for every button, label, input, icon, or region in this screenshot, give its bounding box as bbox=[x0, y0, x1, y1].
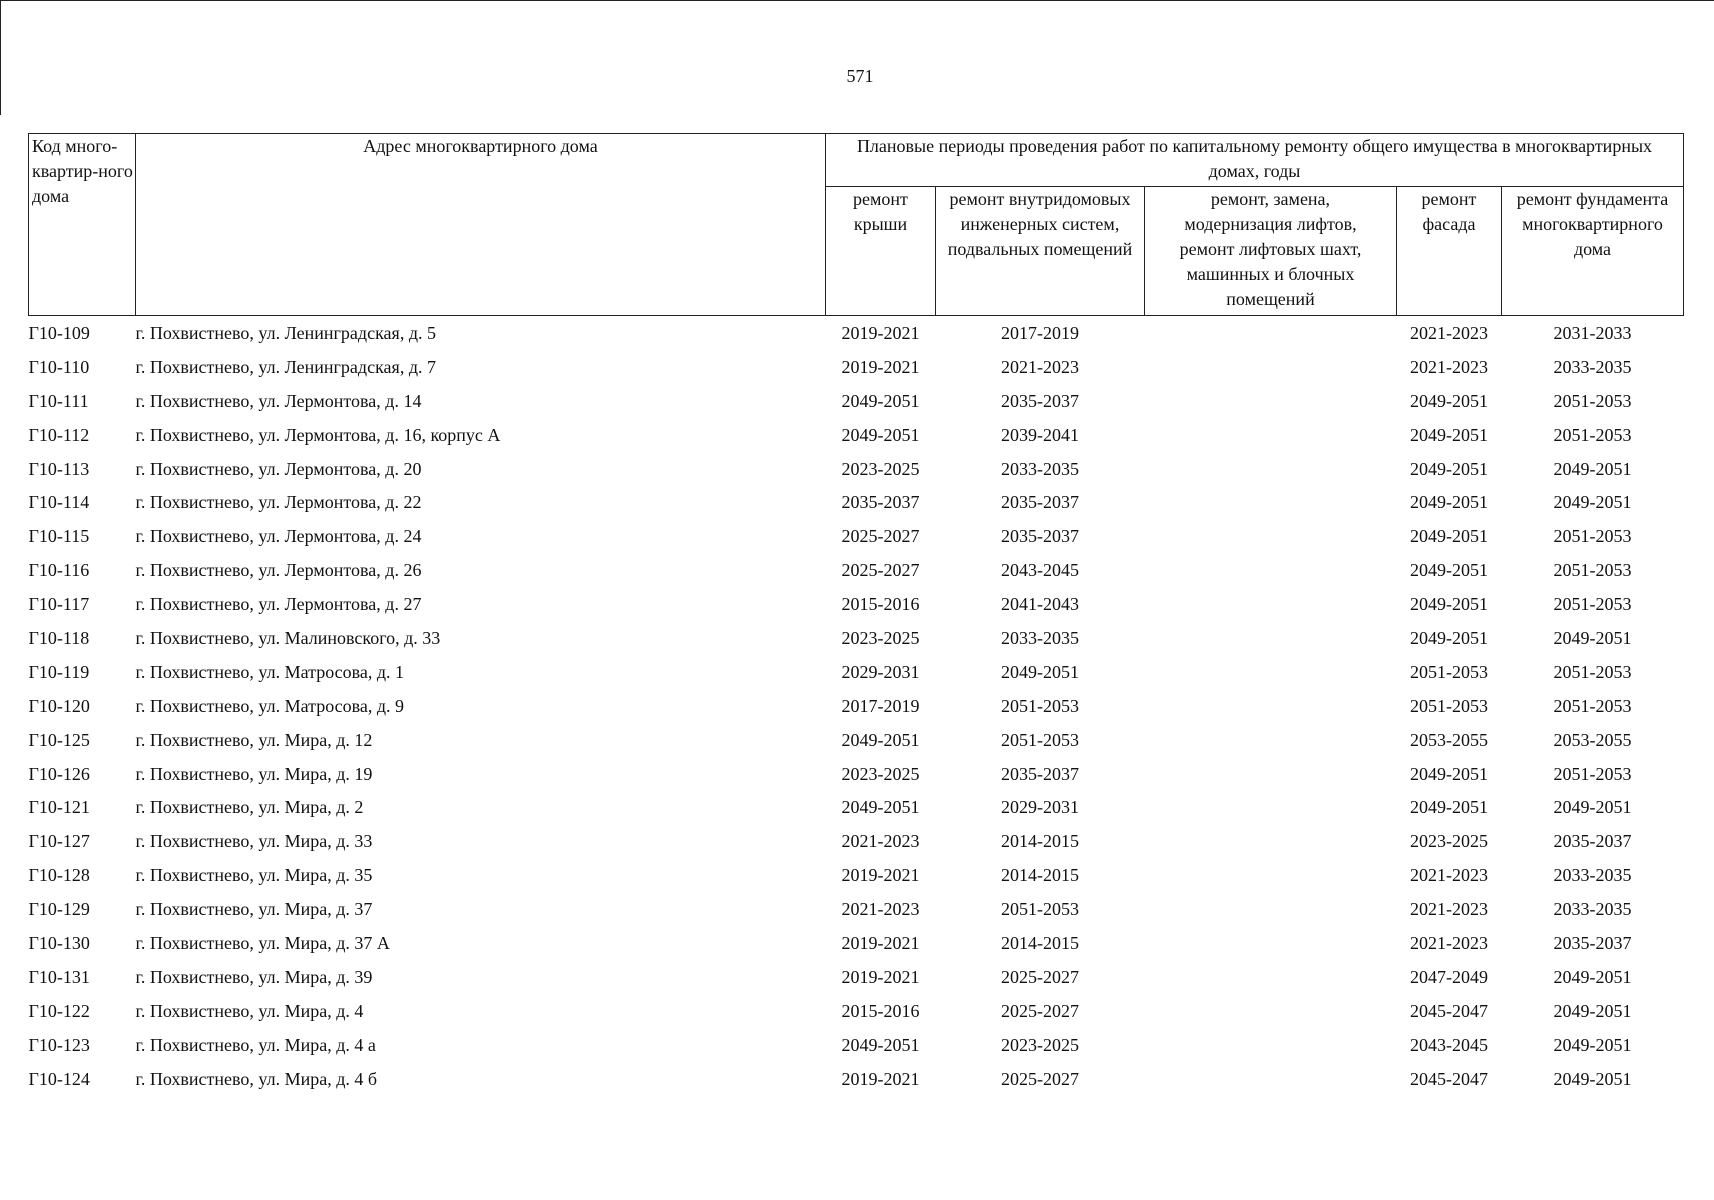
cell-roof: 2019-2021 bbox=[841, 865, 920, 886]
cell-address: г. Похвистнево, ул. Мира, д. 39 bbox=[135, 966, 373, 987]
cell-foundation: 2033-2035 bbox=[1553, 899, 1632, 920]
cell-address: г. Похвистнево, ул. Лермонтова, д. 14 bbox=[135, 390, 422, 411]
cell-code: Г10-112 bbox=[28, 424, 90, 445]
cell-foundation: 2049-2051 bbox=[1553, 458, 1632, 479]
cell-foundation: 2051-2053 bbox=[1553, 695, 1632, 716]
cell-engineering: 2017-2019 bbox=[1001, 322, 1079, 343]
cell-elevators bbox=[1145, 350, 1397, 384]
cell-engineering: 2033-2035 bbox=[1001, 627, 1079, 648]
cell-engineering: 2021-2023 bbox=[1001, 356, 1079, 377]
cell-engineering: 2029-2031 bbox=[1001, 797, 1079, 818]
table-row bbox=[29, 621, 1684, 655]
cell-roof: 2023-2025 bbox=[841, 458, 920, 479]
cell-address: г. Похвистнево, ул. Малиновского, д. 33 bbox=[135, 627, 441, 648]
cell-elevators bbox=[1145, 926, 1397, 960]
cell-roof: 2019-2021 bbox=[841, 356, 920, 377]
cell-code: Г10-113 bbox=[28, 458, 90, 479]
cell-address: г. Похвистнево, ул. Мира, д. 19 bbox=[135, 763, 373, 784]
cell-engineering: 2051-2053 bbox=[1001, 729, 1079, 750]
cell-address: г. Похвистнево, ул. Мира, д. 2 bbox=[135, 797, 364, 818]
cell-roof: 2049-2051 bbox=[841, 1034, 920, 1055]
cell-facade: 2021-2023 bbox=[1410, 899, 1488, 920]
cell-engineering: 2039-2041 bbox=[1001, 424, 1079, 445]
cell-code: Г10-111 bbox=[28, 390, 89, 411]
cell-elevators bbox=[1145, 452, 1397, 486]
cell-engineering: 2049-2051 bbox=[1001, 661, 1079, 682]
cell-code: Г10-121 bbox=[28, 797, 90, 818]
header-facade: ремонт фасада bbox=[1397, 187, 1502, 316]
cell-foundation: 2051-2053 bbox=[1553, 763, 1632, 784]
cell-elevators bbox=[1145, 655, 1397, 689]
table-row bbox=[29, 587, 1684, 621]
cell-engineering: 2051-2053 bbox=[1001, 899, 1079, 920]
cell-facade: 2049-2051 bbox=[1410, 458, 1488, 479]
cell-facade: 2049-2051 bbox=[1410, 492, 1488, 513]
cell-facade: 2049-2051 bbox=[1410, 560, 1488, 581]
table-row bbox=[29, 316, 1684, 350]
cell-code: Г10-126 bbox=[28, 763, 90, 784]
cell-elevators bbox=[1145, 1062, 1397, 1096]
table-row bbox=[29, 418, 1684, 452]
cell-code: Г10-109 bbox=[28, 322, 90, 343]
table-row bbox=[29, 926, 1684, 960]
cell-engineering: 2014-2015 bbox=[1001, 831, 1079, 852]
cell-code: Г10-130 bbox=[28, 932, 90, 953]
cell-address: г. Похвистнево, ул. Лермонтова, д. 20 bbox=[135, 458, 422, 479]
cell-foundation: 2033-2035 bbox=[1553, 356, 1632, 377]
cell-facade: 2051-2053 bbox=[1410, 661, 1488, 682]
cell-roof: 2015-2016 bbox=[841, 1000, 920, 1021]
header-engineering: ремонт внутридомовых инженерных систем, подвальных помещений bbox=[936, 187, 1145, 316]
cell-code: Г10-122 bbox=[28, 1000, 90, 1021]
cell-roof: 2025-2027 bbox=[841, 560, 920, 581]
cell-elevators bbox=[1145, 485, 1397, 519]
cell-roof: 2021-2023 bbox=[841, 831, 920, 852]
cell-engineering: 2025-2027 bbox=[1001, 1068, 1079, 1089]
cell-code: Г10-129 bbox=[28, 899, 90, 920]
cell-code: Г10-114 bbox=[28, 492, 90, 513]
table-row bbox=[29, 655, 1684, 689]
cell-elevators bbox=[1145, 519, 1397, 553]
cell-foundation: 2031-2033 bbox=[1553, 322, 1632, 343]
table-row bbox=[29, 723, 1684, 757]
cell-roof: 2049-2051 bbox=[841, 390, 920, 411]
header-roof: ремонт крыши bbox=[826, 187, 936, 316]
cell-code: Г10-127 bbox=[28, 831, 90, 852]
header-foundation: ремонт фундамента многоквартирного дома bbox=[1502, 187, 1684, 316]
cell-address: г. Похвистнево, ул. Мира, д. 4 а bbox=[135, 1034, 376, 1055]
page-frame-left-border bbox=[0, 0, 1, 115]
cell-roof: 2049-2051 bbox=[841, 797, 920, 818]
cell-foundation: 2051-2053 bbox=[1553, 390, 1632, 411]
cell-roof: 2019-2021 bbox=[841, 966, 920, 987]
cell-code: Г10-131 bbox=[28, 966, 90, 987]
cell-foundation: 2051-2053 bbox=[1553, 594, 1632, 615]
cell-address: г. Похвистнево, ул. Ленинградская, д. 7 bbox=[135, 356, 436, 377]
cell-engineering: 2035-2037 bbox=[1001, 526, 1079, 547]
cell-foundation: 2035-2037 bbox=[1553, 831, 1632, 852]
page-number: 571 bbox=[846, 66, 874, 86]
cell-roof: 2019-2021 bbox=[841, 322, 920, 343]
cell-address: г. Похвистнево, ул. Лермонтова, д. 26 bbox=[135, 560, 422, 581]
capital-repair-schedule-table bbox=[28, 133, 1684, 1095]
cell-facade: 2047-2049 bbox=[1410, 966, 1488, 987]
cell-facade: 2023-2025 bbox=[1410, 831, 1488, 852]
cell-facade: 2049-2051 bbox=[1410, 424, 1488, 445]
cell-facade: 2043-2045 bbox=[1410, 1034, 1488, 1055]
cell-foundation: 2049-2051 bbox=[1553, 966, 1632, 987]
cell-code: Г10-120 bbox=[28, 695, 90, 716]
cell-elevators bbox=[1145, 316, 1397, 350]
table-row bbox=[29, 757, 1684, 791]
table-row bbox=[29, 350, 1684, 384]
header-planned-periods: Плановые периоды проведения работ по капитальному ремонту общего имущества в многоквартирных домах, годы bbox=[826, 134, 1684, 187]
cell-foundation: 2049-2051 bbox=[1553, 1034, 1632, 1055]
cell-code: Г10-123 bbox=[28, 1034, 90, 1055]
cell-roof: 2023-2025 bbox=[841, 763, 920, 784]
cell-roof: 2025-2027 bbox=[841, 526, 920, 547]
cell-foundation: 2049-2051 bbox=[1553, 1068, 1632, 1089]
table-row bbox=[29, 824, 1684, 858]
cell-foundation: 2051-2053 bbox=[1553, 424, 1632, 445]
cell-address: г. Похвистнево, ул. Матросова, д. 9 bbox=[135, 695, 405, 716]
cell-foundation: 2035-2037 bbox=[1553, 932, 1632, 953]
cell-elevators bbox=[1145, 824, 1397, 858]
cell-engineering: 2023-2025 bbox=[1001, 1034, 1079, 1055]
cell-address: г. Похвистнево, ул. Мира, д. 4 б bbox=[135, 1068, 378, 1089]
cell-facade: 2051-2053 bbox=[1410, 695, 1488, 716]
cell-address: г. Похвистнево, ул. Лермонтова, д. 24 bbox=[135, 526, 422, 547]
cell-roof: 2017-2019 bbox=[841, 695, 920, 716]
cell-code: Г10-117 bbox=[28, 594, 90, 615]
table-row bbox=[29, 452, 1684, 486]
table-row bbox=[29, 1062, 1684, 1096]
cell-code: Г10-128 bbox=[28, 865, 90, 886]
cell-address: г. Похвистнево, ул. Мира, д. 37 А bbox=[135, 932, 390, 953]
cell-foundation: 2051-2053 bbox=[1553, 526, 1632, 547]
cell-address: г. Похвистнево, ул. Лермонтова, д. 27 bbox=[135, 594, 422, 615]
cell-roof: 2019-2021 bbox=[841, 932, 920, 953]
cell-code: Г10-125 bbox=[28, 729, 90, 750]
header-address: Адрес многоквартирного дома bbox=[136, 134, 826, 316]
cell-foundation: 2049-2051 bbox=[1553, 492, 1632, 513]
table-row bbox=[29, 519, 1684, 553]
cell-engineering: 2035-2037 bbox=[1001, 492, 1079, 513]
cell-facade: 2021-2023 bbox=[1410, 932, 1488, 953]
table-row bbox=[29, 553, 1684, 587]
cell-facade: 2021-2023 bbox=[1410, 322, 1488, 343]
cell-code: Г10-119 bbox=[28, 661, 90, 682]
cell-engineering: 2025-2027 bbox=[1001, 966, 1079, 987]
cell-elevators bbox=[1145, 994, 1397, 1028]
cell-elevators bbox=[1145, 587, 1397, 621]
cell-engineering: 2014-2015 bbox=[1001, 865, 1079, 886]
cell-elevators bbox=[1145, 1028, 1397, 1062]
table-row bbox=[29, 994, 1684, 1028]
cell-address: г. Похвистнево, ул. Мира, д. 4 bbox=[135, 1000, 364, 1021]
cell-address: г. Похвистнево, ул. Ленинградская, д. 5 bbox=[135, 322, 436, 343]
cell-address: г. Похвистнево, ул. Мира, д. 37 bbox=[135, 899, 373, 920]
cell-code: Г10-116 bbox=[28, 560, 90, 581]
cell-elevators bbox=[1145, 790, 1397, 824]
cell-roof: 2029-2031 bbox=[841, 661, 920, 682]
cell-engineering: 2041-2043 bbox=[1001, 594, 1079, 615]
cell-facade: 2045-2047 bbox=[1410, 1000, 1488, 1021]
cell-foundation: 2033-2035 bbox=[1553, 865, 1632, 886]
cell-engineering: 2051-2053 bbox=[1001, 695, 1079, 716]
table-row bbox=[29, 858, 1684, 892]
cell-address: г. Похвистнево, ул. Лермонтова, д. 16, корпус А bbox=[135, 424, 501, 445]
table-row bbox=[29, 689, 1684, 723]
cell-facade: 2049-2051 bbox=[1410, 594, 1488, 615]
cell-foundation: 2051-2053 bbox=[1553, 560, 1632, 581]
cell-address: г. Похвистнево, ул. Лермонтова, д. 22 bbox=[135, 492, 422, 513]
table-row bbox=[29, 790, 1684, 824]
cell-facade: 2049-2051 bbox=[1410, 763, 1488, 784]
cell-elevators bbox=[1145, 960, 1397, 994]
table-body bbox=[29, 316, 1684, 1096]
cell-roof: 2015-2016 bbox=[841, 594, 920, 615]
cell-elevators bbox=[1145, 689, 1397, 723]
cell-facade: 2021-2023 bbox=[1410, 356, 1488, 377]
table-row bbox=[29, 384, 1684, 418]
table-row bbox=[29, 485, 1684, 519]
table-header bbox=[29, 134, 1684, 316]
table-row bbox=[29, 1028, 1684, 1062]
cell-foundation: 2049-2051 bbox=[1553, 1000, 1632, 1021]
cell-roof: 2021-2023 bbox=[841, 899, 920, 920]
cell-elevators bbox=[1145, 892, 1397, 926]
cell-foundation: 2049-2051 bbox=[1553, 797, 1632, 818]
cell-code: Г10-124 bbox=[28, 1068, 90, 1089]
cell-elevators bbox=[1145, 384, 1397, 418]
cell-facade: 2053-2055 bbox=[1410, 729, 1488, 750]
cell-engineering: 2025-2027 bbox=[1001, 1000, 1079, 1021]
cell-elevators bbox=[1145, 621, 1397, 655]
cell-address: г. Похвистнево, ул. Матросова, д. 1 bbox=[135, 661, 405, 682]
cell-facade: 2049-2051 bbox=[1410, 797, 1488, 818]
cell-engineering: 2035-2037 bbox=[1001, 763, 1079, 784]
cell-facade: 2045-2047 bbox=[1410, 1068, 1488, 1089]
cell-elevators bbox=[1145, 553, 1397, 587]
header-code: Код много-квартир-ного дома bbox=[29, 134, 136, 316]
cell-roof: 2035-2037 bbox=[841, 492, 920, 513]
cell-elevators bbox=[1145, 418, 1397, 452]
cell-roof: 2023-2025 bbox=[841, 627, 920, 648]
table-row bbox=[29, 892, 1684, 926]
cell-facade: 2049-2051 bbox=[1410, 526, 1488, 547]
header-elevators: ремонт, замена, модернизация лифтов, ремонт лифтовых шахт, машинных и блочных помещений bbox=[1145, 187, 1397, 316]
cell-engineering: 2035-2037 bbox=[1001, 390, 1079, 411]
cell-address: г. Похвистнево, ул. Мира, д. 12 bbox=[135, 729, 373, 750]
cell-address: г. Похвистнево, ул. Мира, д. 35 bbox=[135, 865, 373, 886]
page-frame-top-border bbox=[0, 0, 1714, 1]
cell-engineering: 2014-2015 bbox=[1001, 932, 1079, 953]
cell-elevators bbox=[1145, 858, 1397, 892]
cell-code: Г10-110 bbox=[28, 356, 90, 377]
cell-code: Г10-118 bbox=[28, 627, 90, 648]
cell-roof: 2049-2051 bbox=[841, 424, 920, 445]
cell-facade: 2049-2051 bbox=[1410, 390, 1488, 411]
cell-elevators bbox=[1145, 723, 1397, 757]
cell-foundation: 2051-2053 bbox=[1553, 661, 1632, 682]
cell-facade: 2021-2023 bbox=[1410, 865, 1488, 886]
cell-roof: 2049-2051 bbox=[841, 729, 920, 750]
cell-foundation: 2049-2051 bbox=[1553, 627, 1632, 648]
cell-facade: 2049-2051 bbox=[1410, 627, 1488, 648]
cell-engineering: 2043-2045 bbox=[1001, 560, 1079, 581]
cell-code: Г10-115 bbox=[28, 526, 90, 547]
cell-elevators bbox=[1145, 757, 1397, 791]
table-row bbox=[29, 960, 1684, 994]
cell-roof: 2019-2021 bbox=[841, 1068, 920, 1089]
cell-engineering: 2033-2035 bbox=[1001, 458, 1079, 479]
cell-address: г. Похвистнево, ул. Мира, д. 33 bbox=[135, 831, 373, 852]
cell-foundation: 2053-2055 bbox=[1553, 729, 1632, 750]
